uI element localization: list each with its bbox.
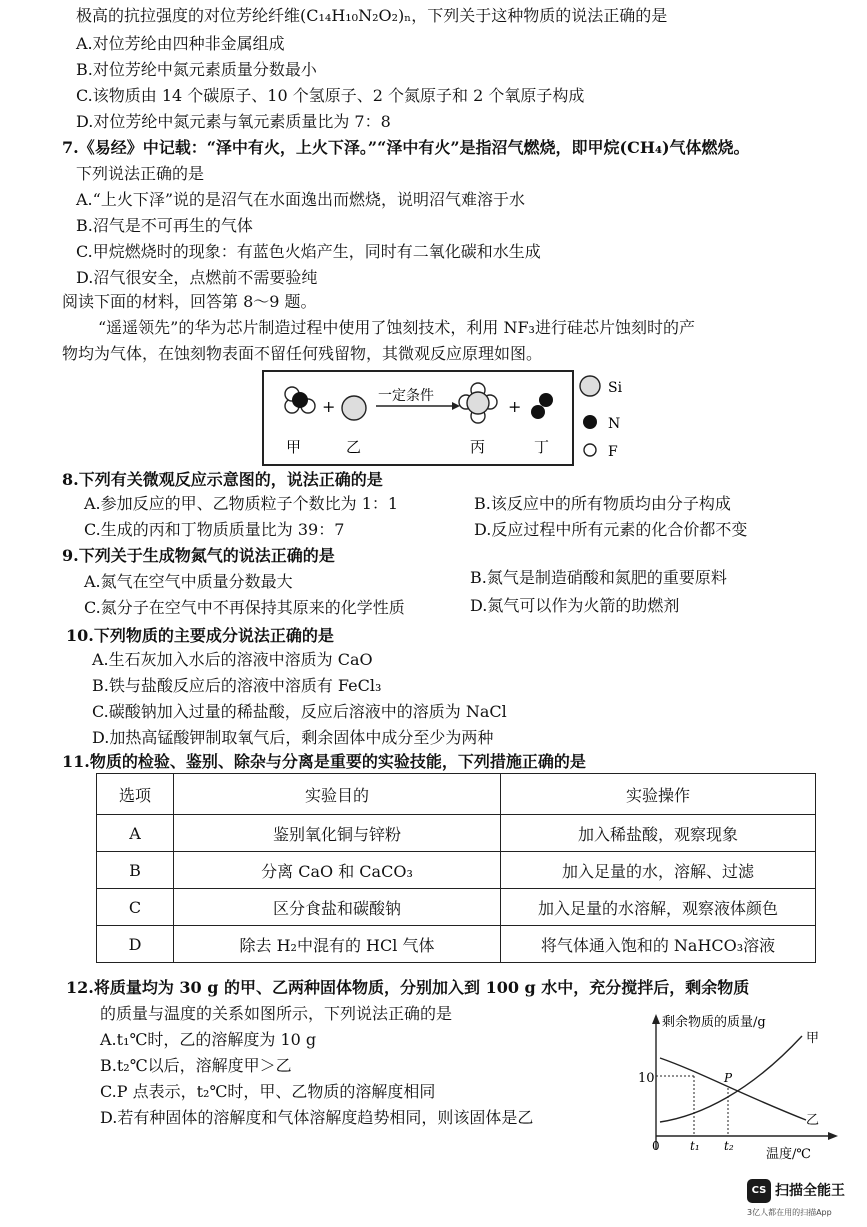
q7-option-c: C.甲烷燃烧时的现象：有蓝色火焰产生，同时有二氧化碳和水生成	[76, 242, 541, 261]
q10-option-d: D.加热高锰酸钾制取氧气后，剩余固体中成分至少为两种	[92, 728, 494, 747]
molecule-jia	[285, 387, 315, 413]
q7-stem: 7.《易经》中记载：“泽中有火，上火下泽。”“泽中有火”是指沼气燃烧，即甲烷(CH₄)气体燃烧。	[62, 138, 750, 157]
q12-option-a: A.t₁℃时，乙的溶解度为 10 g	[100, 1030, 317, 1049]
diagram-legend	[578, 372, 638, 462]
table-row	[97, 926, 816, 963]
q9-option-a: A.氮气在空气中质量分数最大	[84, 572, 293, 591]
series-jia-label: 甲	[806, 1031, 820, 1046]
reading-passage-2: 物均为气体，在蚀刻物表面不留任何残留物，其微观反应原理如图。	[62, 344, 543, 363]
series-yi-label: 乙	[806, 1113, 820, 1128]
table-cell: 加入稀盐酸，观察现象	[501, 815, 816, 852]
molecule-ding	[531, 393, 553, 419]
q10-stem: 10.下列物质的主要成分说法正确的是	[66, 626, 334, 645]
q12-option-c: C.P 点表示，t₂℃时，甲、乙物质的溶解度相同	[100, 1082, 436, 1101]
reading-passage-1: “遥遥领先”的华为芯片制造过程中使用了蚀刻技术，利用 NF₃进行硅芯片蚀刻时的产	[98, 318, 695, 337]
reading-intro: 阅读下面的材料，回答第 8～9 题。	[62, 292, 317, 311]
q6-stem-line: 极高的抗拉强度的对位芳纶纤维(C₁₄H₁₀N₂O₂)ₙ，下列关于这种物质的说法正确的是	[76, 6, 668, 25]
q12-stem: 12.将质量均为 30 g 的甲、乙两种固体物质，分别加入到 100 g 水中，充分搅拌后，剩余物质	[66, 978, 750, 997]
q9-stem: 9.下列关于生成物氮气的说法正确的是	[62, 546, 335, 565]
table-cell: C	[97, 889, 174, 926]
n-legend-icon	[583, 415, 597, 429]
q8-stem: 8.下列有关微观反应示意图的，说法正确的是	[62, 470, 383, 489]
graph-xtick-t2: t₂	[724, 1139, 734, 1153]
q6-option-c: C.该物质由 14 个碳原子、10 个氢原子、2 个氮原子和 2 个氧原子构成	[76, 86, 585, 105]
table-cell: D	[97, 926, 174, 963]
y-axis-arrow-icon	[652, 1014, 660, 1024]
q11-stem: 11.物质的检验、鉴别、除杂与分离是重要的实验技能，下列措施正确的是	[62, 752, 586, 771]
q9-option-d: D.氮气可以作为火箭的助燃剂	[470, 596, 680, 615]
q7-option-b: B.沼气是不可再生的气体	[76, 216, 253, 235]
series-yi-curve	[660, 1058, 806, 1120]
q8-option-b: B.该反应中的所有物质均由分子构成	[474, 494, 731, 513]
q7-option-a: A.“上火下泽”说的是沼气在水面逸出而燃烧，说明沼气难溶于水	[76, 190, 526, 209]
legend-f: F	[608, 444, 618, 460]
q8-option-a: A.参加反应的甲、乙物质粒子个数比为 1：1	[84, 494, 399, 513]
q6-option-b: B.对位芳纶中氮元素质量分数最小	[76, 60, 317, 79]
q7-option-d: D.沼气很安全，点燃前不需要验纯	[76, 268, 318, 287]
q8-option-c: C.生成的丙和丁物质质量比为 39：7	[84, 520, 345, 539]
molecule-yi	[342, 396, 366, 420]
q9-option-b: B.氮气是制造硝酸和氮肥的重要原料	[470, 568, 727, 587]
q12-option-d: D.若有种固体的溶解度和气体溶解度趋势相同，则该固体是乙	[100, 1108, 534, 1127]
f-legend-icon	[584, 444, 596, 456]
q11-table	[96, 773, 816, 963]
molecule-bing	[459, 383, 497, 423]
label-yi: 乙	[346, 438, 362, 456]
graph-xlabel: 温度/℃	[766, 1147, 811, 1162]
legend-si: Si	[608, 380, 623, 396]
table-cell: 将气体通入饱和的 NaHCO₃溶液	[501, 926, 816, 963]
graph-ytick: 10	[638, 1071, 655, 1086]
table-cell: 除去 H₂中混有的 HCl 气体	[174, 926, 501, 963]
table-cell: 区分食盐和碳酸钠	[174, 889, 501, 926]
graph-ylabel: 剩余物质的质量/g	[662, 1015, 766, 1030]
scanner-watermark	[747, 1177, 862, 1221]
table-row	[97, 852, 816, 889]
q10-option-c: C.碳酸钠加入过量的稀盐酸，反应后溶液中的溶质为 NaCl	[92, 702, 507, 721]
table-cell: 鉴别氧化铜与锌粉	[174, 815, 501, 852]
table-cell: 分离 CaO 和 CaCO₃	[174, 852, 501, 889]
graph-point-p: P	[724, 1071, 733, 1085]
table-cell: A	[97, 815, 174, 852]
table-header-row	[97, 774, 816, 815]
watermark-name: 扫描全能王	[775, 1183, 845, 1199]
q8-option-d: D.反应过程中所有元素的化合价都不变	[474, 520, 748, 539]
plus-sign-1: +	[322, 397, 336, 416]
header-option: 选项	[97, 774, 174, 815]
q6-option-d: D.对位芳纶中氮元素与氧元素质量比为 7：8	[76, 112, 391, 131]
table-row	[97, 889, 816, 926]
q10-option-b: B.铁与盐酸反应后的溶液中溶质有 FeCl₃	[92, 676, 382, 695]
label-jia: 甲	[286, 438, 302, 456]
camscanner-logo-icon: CS	[747, 1179, 771, 1203]
label-bing: 丙	[470, 438, 486, 456]
table-row	[97, 815, 816, 852]
plus-sign-2: +	[508, 397, 522, 416]
q12-stem-cont: 的质量与温度的关系如图所示，下列说法正确的是	[100, 1004, 453, 1023]
graph-origin: 0	[652, 1139, 660, 1153]
q9-option-c: C.氮分子在空气中不再保持其原来的化学性质	[84, 598, 405, 617]
watermark-tagline: 3亿人都在用的扫描App	[747, 1208, 832, 1217]
table-cell: 加入足量的水溶解，观察液体颜色	[501, 889, 816, 926]
reaction-diagram-svg	[264, 372, 572, 464]
reaction-diagram	[262, 370, 574, 466]
label-ding: 丁	[534, 438, 550, 456]
q7-stem-cont: 下列说法正确的是	[76, 164, 205, 183]
q12-option-b: B.t₂℃以后，溶解度甲＞乙	[100, 1056, 292, 1075]
legend-n: N	[608, 416, 621, 432]
header-operation: 实验操作	[501, 774, 816, 815]
q12-graph	[630, 1012, 855, 1162]
q6-option-a: A.对位芳纶由四种非金属组成	[76, 34, 285, 53]
table-cell: B	[97, 852, 174, 889]
graph-xtick-t1: t₁	[690, 1139, 700, 1153]
x-axis-arrow-icon	[828, 1132, 838, 1140]
header-purpose: 实验目的	[174, 774, 501, 815]
reaction-condition: 一定条件	[378, 388, 434, 404]
q10-option-a: A.生石灰加入水后的溶液中溶质为 CaO	[92, 650, 373, 669]
table-cell: 加入足量的水，溶解、过滤	[501, 852, 816, 889]
si-legend-icon	[580, 376, 600, 396]
